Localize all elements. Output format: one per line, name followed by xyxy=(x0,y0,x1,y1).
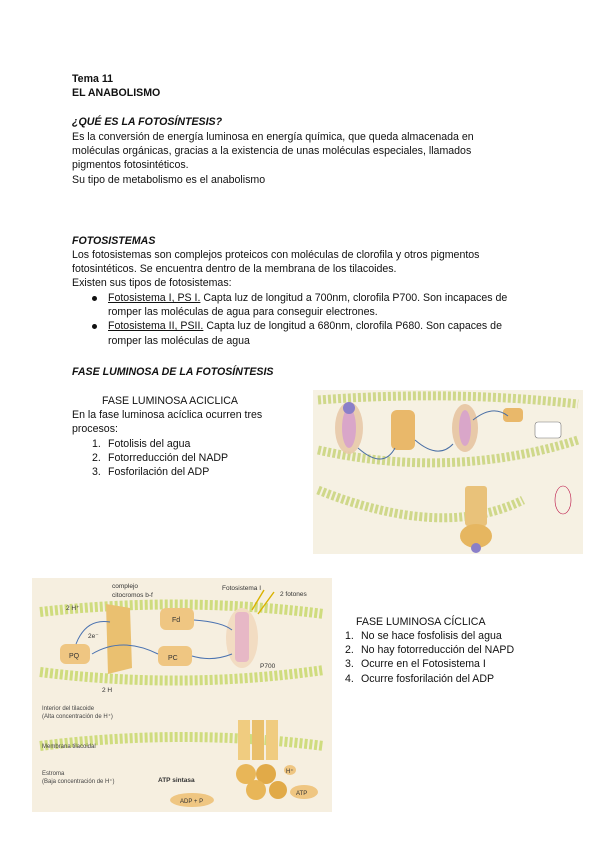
label-membrane: Membrana tilacoidal xyxy=(42,744,96,750)
list-item: 4. Ocurre fosforilación del ADP xyxy=(345,672,495,685)
text-line: Su tipo de metabolismo es el anabolismo xyxy=(72,173,266,186)
label-stroma: Estroma xyxy=(42,771,65,777)
label-2h: 2 H⁺ xyxy=(66,605,80,612)
text-line: procesos: xyxy=(72,423,118,436)
acyclic-title: FASE LUMINOSA ACICLICA xyxy=(102,395,238,407)
text-line: Los fotosistemas son complejos proteicos con moléculas de clorofila y otros pigmentos xyxy=(72,249,480,261)
photosystems-description xyxy=(72,248,552,291)
photosystem-desc: Capta luz de longitud a 700nm, clorofila P700. Son incapaces de xyxy=(200,292,508,304)
label-complex: complejo xyxy=(112,583,139,590)
label-pc: PC xyxy=(168,655,178,662)
topic-label: Tema 11 xyxy=(72,73,114,85)
list-item: 2. Fotorreducción del NADP xyxy=(92,452,229,465)
photosystem-term: Fotosistema II, PSII. xyxy=(108,320,204,333)
label-cyt: citocromos b-f xyxy=(112,592,153,599)
photosystem-desc-cont: romper las moléculas de agua xyxy=(108,334,250,347)
label-stroma-conc: (Baja concentración de H⁺) xyxy=(42,779,115,785)
photosystem-desc-cont: romper las moléculas de agua para conseguir electrones. xyxy=(108,306,378,319)
acyclic-diagram xyxy=(313,390,583,554)
photosystem-desc: Capta luz de longitud a 680nm, clorofila P680. Son capaces de xyxy=(203,320,502,333)
label-atp-synthase: ATP sintasa xyxy=(158,777,195,784)
text-line: moléculas orgánicas, gracias a la existencia de unas moléculas especiales, llamados xyxy=(72,145,472,158)
list-item: 1. No se hace fosfolisis del agua xyxy=(345,630,502,642)
text-line: Es la conversión de energía luminosa en energía química, que queda almacenada en xyxy=(72,131,474,143)
label-lumen-conc: (Alta concentración de H⁺) xyxy=(42,714,113,720)
list-item: 2. No hay fotorreducción del NAPD xyxy=(345,644,515,657)
section-heading-light-phase: FASE LUMINOSA DE LA FOTOSÍNTESIS xyxy=(72,366,274,378)
cyclic-feature-list xyxy=(345,629,515,686)
list-item: 3. Ocurre en el Fotosistema I xyxy=(345,658,486,671)
list-item: 3. Fosforilación del ADP xyxy=(92,466,210,479)
label-atp: ATP xyxy=(296,791,308,797)
label-photons: 2 fotones xyxy=(280,591,307,598)
label-2e: 2e⁻ xyxy=(88,633,99,640)
label-adp: ADP + P xyxy=(180,799,204,805)
cyclic-diagram-svg xyxy=(32,578,332,812)
label-p700: P700 xyxy=(260,663,276,670)
text-line: Existen sus tipos de fotosistemas: xyxy=(72,277,232,290)
text-line: pigmentos fotosintéticos. xyxy=(72,159,189,172)
photosystem-term: Fotosistema I, PS I. xyxy=(108,292,201,304)
acyclic-diagram-svg xyxy=(313,390,583,554)
label-hplus: H⁺ xyxy=(286,769,294,775)
photosynthesis-definition xyxy=(72,130,552,187)
acyclic-process-list xyxy=(92,437,229,480)
text-line: fotosintéticos. Se encuentra dentro de la membrana de los tilacoides. xyxy=(72,263,397,276)
cyclic-diagram xyxy=(32,578,332,812)
section-heading-photosystems: FOTOSISTEMAS xyxy=(72,235,156,247)
label-ps1: Fotosistema I xyxy=(222,585,262,592)
label-fd: Fd xyxy=(172,617,181,624)
label-lumen: Interior del tilacoide xyxy=(42,706,95,712)
text-line: En la fase luminosa acíclica ocurren tres xyxy=(72,409,263,421)
list-item xyxy=(108,291,548,319)
cyclic-title: FASE LUMINOSA CÍCLICA xyxy=(356,616,486,628)
acyclic-intro xyxy=(72,408,302,436)
photosystem-list xyxy=(108,291,548,348)
section-heading-photosynthesis: ¿QUÉ ES LA FOTOSÍNTESIS? xyxy=(72,116,223,128)
page-title: EL ANABOLISMO xyxy=(72,87,161,99)
list-item: 1. Fotolisis del agua xyxy=(92,438,191,450)
list-item xyxy=(108,319,548,347)
label-2h-lumen: 2 H xyxy=(102,687,113,694)
label-pq: PQ xyxy=(69,653,80,660)
